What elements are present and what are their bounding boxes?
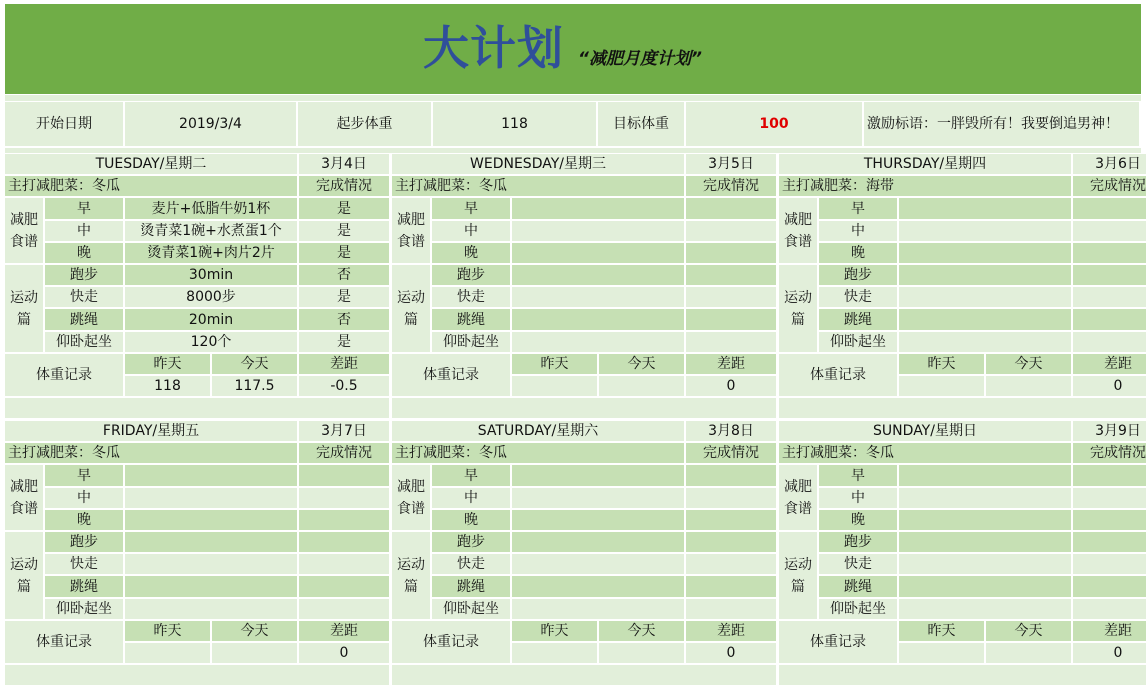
today-weight[interactable] xyxy=(986,376,1071,396)
weight-record-label: 体重记录 xyxy=(779,354,897,396)
today-header: 今天 xyxy=(599,621,684,641)
meal-label: 晚 xyxy=(819,510,897,530)
exercise-label: 运动 篇 xyxy=(779,532,817,619)
day-date: 3月9日 xyxy=(1073,421,1146,441)
exercise-type: 快走 xyxy=(819,287,897,307)
diff-header: 差距 xyxy=(1073,621,1146,641)
exercise-type: 跳绳 xyxy=(45,576,123,597)
diff-header: 差距 xyxy=(299,354,389,374)
exercise-amount-cell[interactable] xyxy=(125,599,297,619)
day-date: 3月8日 xyxy=(686,421,776,441)
weight-record-label: 体重记录 xyxy=(5,621,123,663)
weight-diff: 0 xyxy=(686,376,776,396)
status-header: 完成情况 xyxy=(299,176,389,196)
yesterday-weight[interactable] xyxy=(512,643,597,663)
meal-status-cell[interactable] xyxy=(686,198,776,219)
main-dish-value: 冬瓜 xyxy=(479,445,507,461)
exercise-amount-cell[interactable] xyxy=(125,532,297,552)
diet-label: 减肥 食谱 xyxy=(392,198,430,263)
start-date-value[interactable]: 2019/3/4 xyxy=(125,102,296,146)
main-dish-value: 冬瓜 xyxy=(92,445,120,461)
diet-label: 减肥 食谱 xyxy=(5,465,43,530)
exercise-amount-cell[interactable] xyxy=(899,576,1071,597)
meal-status-cell[interactable]: 是 xyxy=(299,221,389,241)
target-weight-value[interactable]: 100 xyxy=(686,102,862,146)
meal-plan-cell[interactable] xyxy=(899,198,1071,219)
meal-plan-cell[interactable] xyxy=(899,465,1071,486)
meal-plan-cell[interactable] xyxy=(512,488,684,508)
exercise-type: 跑步 xyxy=(45,265,123,285)
exercise-status-cell[interactable] xyxy=(299,599,389,619)
exercise-label: 运动 篇 xyxy=(779,265,817,352)
page-title: 大计划 xyxy=(423,21,564,75)
exercise-amount-cell[interactable] xyxy=(512,265,684,285)
meal-label: 中 xyxy=(819,221,897,241)
meal-status-cell[interactable]: 是 xyxy=(299,198,389,219)
exercise-status-cell[interactable] xyxy=(686,287,776,307)
meal-plan-cell[interactable] xyxy=(125,488,297,508)
meal-status-cell[interactable]: 是 xyxy=(299,243,389,263)
yesterday-weight[interactable] xyxy=(899,643,984,663)
meal-label: 早 xyxy=(45,465,123,486)
exercise-status-cell[interactable] xyxy=(686,532,776,552)
exercise-amount-cell[interactable] xyxy=(899,287,1071,307)
today-header: 今天 xyxy=(986,354,1071,374)
main-dish-prefix: 主打减肥菜： xyxy=(395,178,479,194)
meal-plan-cell[interactable] xyxy=(899,221,1071,241)
weight-record-label: 体重记录 xyxy=(5,354,123,396)
exercise-status-cell[interactable] xyxy=(1073,554,1146,574)
status-header: 完成情况 xyxy=(1073,443,1146,463)
exercise-amount-cell[interactable] xyxy=(899,332,1071,352)
main-dish xyxy=(5,176,297,196)
exercise-status-cell[interactable] xyxy=(1073,287,1146,307)
weight-diff: 0 xyxy=(299,643,389,663)
meal-status-cell[interactable] xyxy=(299,510,389,530)
day-name: THURSDAY/星期四 xyxy=(779,154,1071,174)
meal-label: 中 xyxy=(819,488,897,508)
main-dish-prefix: 主打减肥菜： xyxy=(782,178,866,194)
diff-header: 差距 xyxy=(299,621,389,641)
exercise-status-cell[interactable] xyxy=(686,599,776,619)
exercise-type: 快走 xyxy=(432,554,510,574)
spacer-row xyxy=(5,398,389,418)
exercise-amount-cell[interactable]: 8000步 xyxy=(125,287,297,307)
exercise-type: 跑步 xyxy=(819,265,897,285)
yesterday-header: 昨天 xyxy=(125,621,210,641)
meal-label: 中 xyxy=(432,488,510,508)
today-weight[interactable] xyxy=(599,376,684,396)
day-date: 3月7日 xyxy=(299,421,389,441)
meal-label: 早 xyxy=(819,198,897,219)
separator-strip xyxy=(5,95,1141,101)
exercise-label: 运动 篇 xyxy=(5,265,43,352)
main-dish-prefix: 主打减肥菜： xyxy=(8,178,92,194)
exercise-type: 仰卧起坐 xyxy=(819,599,897,619)
meal-plan-cell[interactable] xyxy=(512,243,684,263)
exercise-amount-cell[interactable] xyxy=(512,332,684,352)
exercise-status-cell[interactable]: 是 xyxy=(299,332,389,352)
exercise-status-cell[interactable] xyxy=(1073,265,1146,285)
exercise-type: 仰卧起坐 xyxy=(432,332,510,352)
meal-plan-cell[interactable] xyxy=(512,198,684,219)
meal-label: 晚 xyxy=(45,510,123,530)
initial-weight-value[interactable]: 118 xyxy=(433,102,596,146)
day-date: 3月4日 xyxy=(299,154,389,174)
diet-label: 减肥 食谱 xyxy=(779,198,817,263)
meal-status-cell[interactable] xyxy=(1073,488,1146,508)
day-name: SUNDAY/星期日 xyxy=(779,421,1071,441)
spacer-row xyxy=(392,398,776,418)
exercise-type: 快走 xyxy=(45,554,123,574)
meal-status-cell[interactable] xyxy=(1073,221,1146,241)
meal-status-cell[interactable] xyxy=(1073,198,1146,219)
main-dish xyxy=(392,443,684,463)
main-dish-value: 冬瓜 xyxy=(92,178,120,194)
spacer-row xyxy=(5,665,389,685)
meal-status-cell[interactable] xyxy=(686,510,776,530)
meal-status-cell[interactable] xyxy=(686,488,776,508)
exercise-status-cell[interactable] xyxy=(1073,532,1146,552)
motto-text[interactable]: 激励标语：一胖毁所有！我要倒追男神！ xyxy=(864,102,1139,146)
today-header: 今天 xyxy=(599,354,684,374)
separator-strip xyxy=(5,148,1141,153)
exercise-amount-cell[interactable]: 20min xyxy=(125,309,297,330)
start-date-label: 开始日期 xyxy=(5,102,123,146)
exercise-amount-cell[interactable] xyxy=(512,554,684,574)
meal-plan-cell[interactable] xyxy=(512,221,684,241)
exercise-amount-cell[interactable] xyxy=(512,599,684,619)
exercise-type: 仰卧起坐 xyxy=(432,599,510,619)
meal-plan-cell[interactable] xyxy=(512,465,684,486)
meal-status-cell[interactable] xyxy=(299,465,389,486)
today-weight[interactable] xyxy=(986,643,1071,663)
yesterday-weight[interactable] xyxy=(125,643,210,663)
exercise-type: 快走 xyxy=(819,554,897,574)
page-subtitle: “减肥月度计划” xyxy=(578,49,702,69)
exercise-amount-cell[interactable] xyxy=(512,287,684,307)
today-weight[interactable] xyxy=(599,643,684,663)
exercise-type: 仰卧起坐 xyxy=(819,332,897,352)
exercise-status-cell[interactable] xyxy=(686,265,776,285)
meal-plan-cell[interactable] xyxy=(125,465,297,486)
exercise-status-cell[interactable] xyxy=(1073,599,1146,619)
exercise-amount-cell[interactable] xyxy=(512,309,684,330)
diet-label: 减肥 食谱 xyxy=(5,198,43,263)
title-banner xyxy=(5,4,1141,94)
exercise-status-cell[interactable] xyxy=(1073,332,1146,352)
diff-header: 差距 xyxy=(686,621,776,641)
weight-record-label: 体重记录 xyxy=(779,621,897,663)
target-weight-label: 目标体重 xyxy=(598,102,684,146)
main-dish-value: 冬瓜 xyxy=(866,445,894,461)
status-header: 完成情况 xyxy=(1073,176,1146,196)
yesterday-header: 昨天 xyxy=(899,621,984,641)
weight-record-label: 体重记录 xyxy=(392,354,510,396)
exercise-label: 运动 篇 xyxy=(392,265,430,352)
exercise-label: 运动 篇 xyxy=(392,532,430,619)
main-dish-prefix: 主打减肥菜： xyxy=(395,445,479,461)
meal-label: 晚 xyxy=(432,510,510,530)
spacer-row xyxy=(779,398,1146,418)
exercise-type: 快走 xyxy=(45,287,123,307)
meal-label: 早 xyxy=(45,198,123,219)
exercise-amount-cell[interactable] xyxy=(899,554,1071,574)
yesterday-weight[interactable]: 118 xyxy=(125,376,210,396)
exercise-amount-cell[interactable]: 30min xyxy=(125,265,297,285)
exercise-status-cell[interactable] xyxy=(1073,309,1146,330)
day-date: 3月6日 xyxy=(1073,154,1146,174)
main-dish-prefix: 主打减肥菜： xyxy=(8,445,92,461)
day-name: WEDNESDAY/星期三 xyxy=(392,154,684,174)
exercise-type: 跑步 xyxy=(432,532,510,552)
status-header: 完成情况 xyxy=(686,443,776,463)
meal-label: 早 xyxy=(432,465,510,486)
meal-plan-cell[interactable] xyxy=(899,510,1071,530)
weight-record-label: 体重记录 xyxy=(392,621,510,663)
meal-plan-cell[interactable]: 烫青菜1碗+水煮蛋1个 xyxy=(125,221,297,241)
meal-plan-cell[interactable] xyxy=(512,510,684,530)
diet-label: 减肥 食谱 xyxy=(779,465,817,530)
exercise-amount-cell[interactable] xyxy=(512,576,684,597)
day-date: 3月5日 xyxy=(686,154,776,174)
meal-plan-cell[interactable]: 麦片+低脂牛奶1杯 xyxy=(125,198,297,219)
meal-plan-cell[interactable]: 烫青菜1碗+肉片2片 xyxy=(125,243,297,263)
exercise-type: 跑步 xyxy=(432,265,510,285)
main-dish-value: 海带 xyxy=(866,178,894,194)
diff-header: 差距 xyxy=(1073,354,1146,374)
yesterday-header: 昨天 xyxy=(512,621,597,641)
main-dish xyxy=(779,443,1071,463)
meal-status-cell[interactable] xyxy=(1073,465,1146,486)
day-name: SATURDAY/星期六 xyxy=(392,421,684,441)
day-name: FRIDAY/星期五 xyxy=(5,421,297,441)
meal-plan-cell[interactable] xyxy=(899,488,1071,508)
meal-status-cell[interactable] xyxy=(299,488,389,508)
exercise-amount-cell[interactable] xyxy=(125,576,297,597)
exercise-status-cell[interactable]: 是 xyxy=(299,287,389,307)
diff-header: 差距 xyxy=(686,354,776,374)
meal-label: 晚 xyxy=(45,243,123,263)
exercise-type: 快走 xyxy=(432,287,510,307)
status-header: 完成情况 xyxy=(686,176,776,196)
yesterday-header: 昨天 xyxy=(512,354,597,374)
exercise-type: 跳绳 xyxy=(819,576,897,597)
today-weight[interactable] xyxy=(212,643,297,663)
meal-plan-cell[interactable] xyxy=(125,510,297,530)
weight-diff: 0 xyxy=(686,643,776,663)
exercise-amount-cell[interactable] xyxy=(512,532,684,552)
exercise-status-cell[interactable] xyxy=(299,576,389,597)
spacer-row xyxy=(392,665,776,685)
exercise-type: 跑步 xyxy=(45,532,123,552)
meal-status-cell[interactable] xyxy=(686,465,776,486)
exercise-status-cell[interactable]: 否 xyxy=(299,309,389,330)
exercise-status-cell[interactable] xyxy=(299,554,389,574)
main-dish-prefix: 主打减肥菜： xyxy=(782,445,866,461)
diet-label: 减肥 食谱 xyxy=(392,465,430,530)
exercise-type: 仰卧起坐 xyxy=(45,599,123,619)
today-header: 今天 xyxy=(212,354,297,374)
meal-label: 晚 xyxy=(819,243,897,263)
exercise-amount-cell[interactable] xyxy=(125,554,297,574)
exercise-type: 跳绳 xyxy=(819,309,897,330)
yesterday-weight[interactable] xyxy=(899,376,984,396)
exercise-type: 跳绳 xyxy=(432,309,510,330)
exercise-amount-cell[interactable] xyxy=(899,265,1071,285)
today-weight[interactable]: 117.5 xyxy=(212,376,297,396)
main-dish-value: 冬瓜 xyxy=(479,178,507,194)
exercise-status-cell[interactable]: 否 xyxy=(299,265,389,285)
meal-status-cell[interactable] xyxy=(686,243,776,263)
main-dish xyxy=(392,176,684,196)
weight-diff: -0.5 xyxy=(299,376,389,396)
spacer-row xyxy=(779,665,1146,685)
exercise-amount-cell[interactable] xyxy=(899,532,1071,552)
meal-label: 中 xyxy=(432,221,510,241)
meal-label: 中 xyxy=(45,221,123,241)
meal-status-cell[interactable] xyxy=(1073,243,1146,263)
initial-weight-label: 起步体重 xyxy=(298,102,431,146)
meal-label: 晚 xyxy=(432,243,510,263)
main-dish xyxy=(779,176,1071,196)
meal-label: 中 xyxy=(45,488,123,508)
exercise-amount-cell[interactable]: 120个 xyxy=(125,332,297,352)
exercise-type: 仰卧起坐 xyxy=(45,332,123,352)
exercise-status-cell[interactable] xyxy=(686,554,776,574)
yesterday-header: 昨天 xyxy=(899,354,984,374)
exercise-amount-cell[interactable] xyxy=(899,599,1071,619)
exercise-status-cell[interactable] xyxy=(1073,576,1146,597)
today-header: 今天 xyxy=(986,621,1071,641)
main-dish xyxy=(5,443,297,463)
meal-status-cell[interactable] xyxy=(1073,510,1146,530)
exercise-status-cell[interactable] xyxy=(686,309,776,330)
exercise-status-cell[interactable] xyxy=(686,332,776,352)
status-header: 完成情况 xyxy=(299,443,389,463)
weight-diff: 0 xyxy=(1073,376,1146,396)
yesterday-weight[interactable] xyxy=(512,376,597,396)
exercise-amount-cell[interactable] xyxy=(899,309,1071,330)
meal-label: 早 xyxy=(819,465,897,486)
exercise-type: 跑步 xyxy=(819,532,897,552)
today-header: 今天 xyxy=(212,621,297,641)
exercise-label: 运动 篇 xyxy=(5,532,43,619)
exercise-type: 跳绳 xyxy=(432,576,510,597)
weight-diff: 0 xyxy=(1073,643,1146,663)
day-name: TUESDAY/星期二 xyxy=(5,154,297,174)
meal-plan-cell[interactable] xyxy=(899,243,1071,263)
exercise-type: 跳绳 xyxy=(45,309,123,330)
meal-label: 早 xyxy=(432,198,510,219)
yesterday-header: 昨天 xyxy=(125,354,210,374)
exercise-status-cell[interactable] xyxy=(686,576,776,597)
meal-status-cell[interactable] xyxy=(686,221,776,241)
exercise-status-cell[interactable] xyxy=(299,532,389,552)
